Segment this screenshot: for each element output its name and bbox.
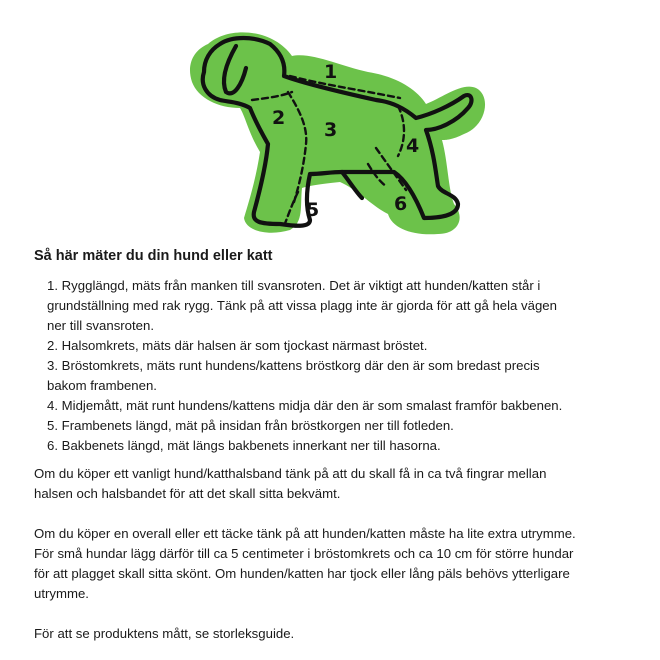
step-line: bakom frambenen. [47,378,157,393]
step-line: 3. Bröstomkrets, mäts runt hundens/kattens bröstkorg där den är som bredast precis [47,358,540,373]
collar-note-line: halsen och halsbandet för att det skall sitta bekvämt. [34,486,341,501]
coat-note-line: för att plagget skall sitta skönt. Om hunden/katten har tjock eller lång päls behövs ytterligare [34,566,570,581]
step-line: 5. Frambenets längd, mät på insidan från bröstkorgen ner till fotleden. [47,418,454,433]
dog-diagram-svg [180,22,500,242]
step-line: 6. Bakbenets längd, mät längs bakbenets innerkant ner till hasorna. [47,438,441,453]
label-6: 6 [394,193,408,215]
coat-note-line: För små hundar lägg därför till ca 5 centimeter i bröstomkrets och ca 10 cm för större hundar [34,546,574,561]
label-5: 5 [306,199,320,221]
step-line: ner till svansroten. [47,318,155,333]
label-1: 1 [324,61,338,83]
measurement-steps-list [47,276,632,456]
guide-heading: Så här mäter du din hund eller katt [34,248,273,264]
size-guide-note: För att se produktens mått, se storleksguide. [34,626,295,641]
collar-note [34,464,630,504]
step-line: 4. Midjemått, mät runt hundens/kattens midja där den är som smalast framför bakbenen. [47,398,563,413]
step-line: 2. Halsomkrets, mäts där halsen är som tjockast närmast bröstet. [47,338,428,353]
step-line: grundställning med rak rygg. Tänk på att vissa plagg inte är gjorda för att gå hela vägen [47,298,557,313]
coat-note-line: utrymme. [34,586,89,601]
dog-measurement-diagram [180,22,500,242]
label-2: 2 [272,107,286,129]
coat-note-line: Om du köper en overall eller ett täcke tänk på att hunden/katten måste ha lite extra utrymme. [34,526,576,541]
green-blob [190,32,485,234]
label-3: 3 [324,119,338,141]
step-line: 1. Rygglängd, mäts från manken till svansroten. Det är viktigt att hunden/katten står i [47,278,541,293]
collar-note-line: Om du köper ett vanligt hund/katthalsband tänk på att du skall få in ca två fingrar mellan [34,466,547,481]
label-4: 4 [406,135,420,157]
coat-note [34,524,630,604]
